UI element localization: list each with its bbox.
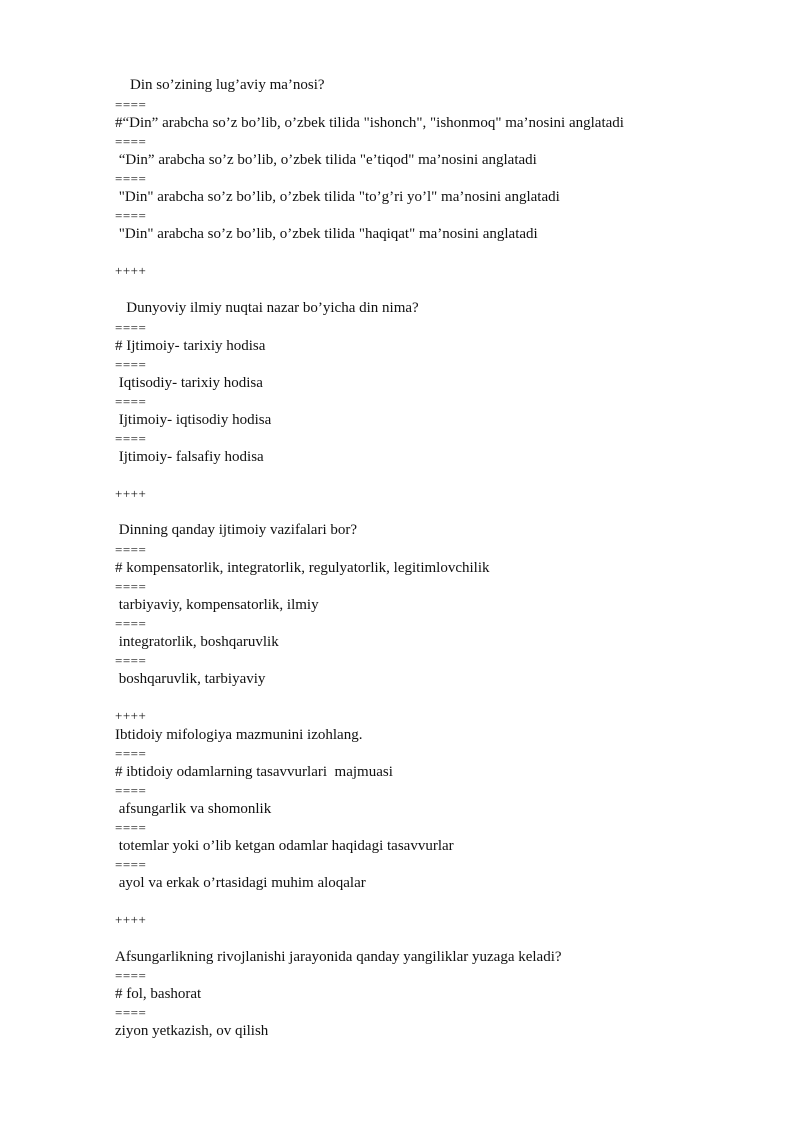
answer-option: Ijtimoiy- iqtisodiy hodisa: [115, 412, 272, 428]
separator: ====: [115, 542, 147, 557]
separator: ====: [115, 746, 147, 761]
separator: ====: [115, 357, 147, 372]
separator: ====: [115, 579, 147, 594]
question-text: Dunyoviy ilmiy nuqtai nazar bo’yicha din nima?: [115, 300, 419, 316]
answer-correct: # Ijtimoiy- tarixiy hodisa: [115, 338, 266, 354]
answer-option: “Din” arabcha so’z bo’lib, o’zbek tilida "e’tiqod" ma’nosini anglatadi: [115, 152, 537, 168]
separator: ====: [115, 783, 147, 798]
question-text: Din so’zining lug’aviy ma’nosi?: [115, 77, 325, 93]
block-divider: ++++: [115, 708, 147, 723]
answer-correct: # kompensatorlik, integratorlik, regulyatorlik, legitimlovchilik: [115, 560, 490, 576]
question-text: Afsungarlikning rivojlanishi jarayonida qanday yangiliklar yuzaga keladi?: [115, 949, 562, 965]
answer-option: boshqaruvlik, tarbiyaviy: [115, 671, 266, 687]
answer-option: "Din" arabcha so’z bo’lib, o’zbek tilida "haqiqat" ma’nosini anglatadi: [115, 226, 538, 242]
answer-option: ayol va erkak o’rtasidagi muhim aloqalar: [115, 875, 366, 891]
block-divider: ++++: [115, 912, 147, 927]
answer-correct: # ibtidoiy odamlarning tasavvurlari majmuasi: [115, 764, 393, 780]
answer-option: integratorlik, boshqaruvlik: [115, 634, 279, 650]
separator: ====: [115, 653, 147, 668]
separator: ====: [115, 208, 147, 223]
separator: ====: [115, 171, 147, 186]
separator: ====: [115, 820, 147, 835]
separator: ====: [115, 134, 147, 149]
answer-correct: # fol, bashorat: [115, 986, 202, 1002]
separator: ====: [115, 394, 147, 409]
answer-option: Ijtimoiy- falsafiy hodisa: [115, 449, 264, 465]
answer-correct: #“Din” arabcha so’z bo’lib, o’zbek tilida "ishonch", "ishonmoq" ma’nosini anglatadi: [115, 115, 624, 131]
separator: ====: [115, 97, 147, 112]
separator: ====: [115, 431, 147, 446]
separator: ====: [115, 857, 147, 872]
answer-option: totemlar yoki o’lib ketgan odamlar haqidagi tasavvurlar: [115, 838, 454, 854]
answer-option: Iqtisodiy- tarixiy hodisa: [115, 375, 263, 391]
question-text: Ibtidoiy mifologiya mazmunini izohlang.: [115, 727, 363, 743]
separator: ====: [115, 320, 147, 335]
separator: ====: [115, 968, 147, 983]
answer-option: ziyon yetkazish, ov qilish: [115, 1023, 269, 1039]
answer-option: afsungarlik va shomonlik: [115, 801, 272, 817]
answer-option: "Din" arabcha so’z bo’lib, o’zbek tilida "to’g’ri yo’l" ma’nosini anglatadi: [115, 189, 560, 205]
separator: ====: [115, 1005, 147, 1020]
question-text: Dinning qanday ijtimoiy vazifalari bor?: [115, 522, 358, 538]
block-divider: ++++: [115, 263, 147, 278]
separator: ====: [115, 616, 147, 631]
block-divider: ++++: [115, 486, 147, 501]
answer-option: tarbiyaviy, kompensatorlik, ilmiy: [115, 597, 319, 613]
